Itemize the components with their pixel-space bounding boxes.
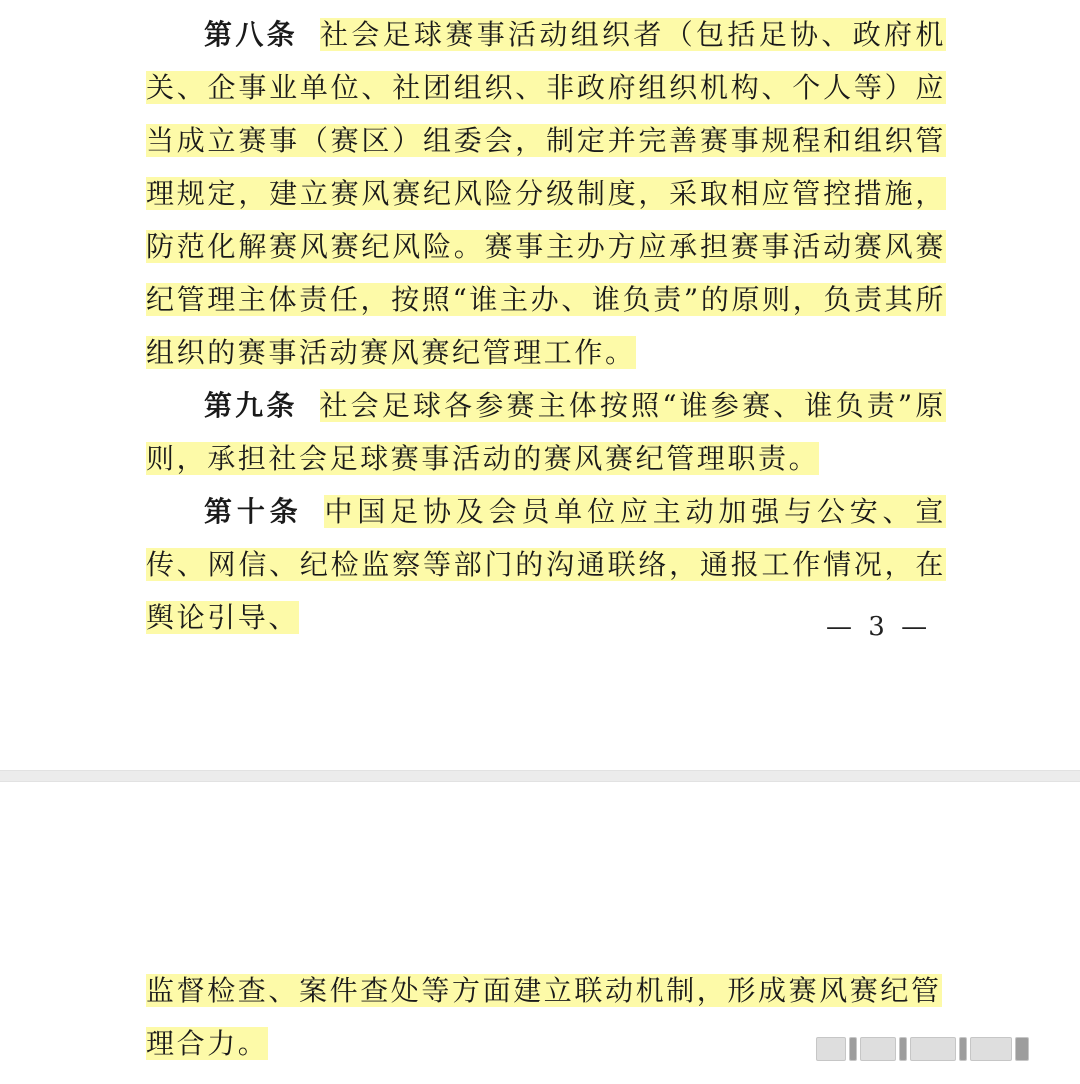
watermark-mark (899, 1037, 907, 1061)
article-10-number: 第十条 (204, 495, 303, 528)
watermark-logo (816, 1036, 1056, 1062)
watermark-mark (910, 1037, 956, 1061)
article-10-continuation-text: 监督检查、案件查处等方面建立联动机制，形成赛风赛纪管理合力。 (146, 974, 942, 1060)
article-9-number: 第九条 (204, 389, 298, 422)
watermark-mark (860, 1037, 896, 1061)
article-list (146, 8, 946, 644)
page-separator (0, 770, 1080, 782)
watermark-mark (816, 1037, 846, 1061)
article-8-text: 社会足球赛事活动组织者（包括足协、政府机关、企事业单位、社团组织、非政府组织机构、个人等）应当成立赛事（赛区）组委会，制定并完善赛事规程和组织管理规定，建立赛风赛纪风险分级制度，采取相应管控措施，防范化解赛风赛纪风险。赛事主办方应承担赛事活动赛风赛纪管理主体责任，按照“谁主办、谁负责”的原则，负责其所组织的赛事活动赛风赛纪管理工作。 (146, 18, 946, 369)
watermark-mark (849, 1037, 857, 1061)
watermark-mark (970, 1037, 1012, 1061)
article-8-number: 第八条 (204, 18, 299, 51)
watermark-mark (1015, 1037, 1029, 1061)
article-9-text: 社会足球各参赛主体按照“谁参赛、谁负责”原则，承担社会足球赛事活动的赛风赛纪管理职责。 (146, 389, 946, 475)
article-8 (146, 8, 946, 379)
watermark-mark (959, 1037, 967, 1061)
article-9 (146, 379, 946, 485)
article-10-text: 中国足协及会员单位应主动加强与公安、宣传、网信、纪检监察等部门的沟通联络，通报工作情况，在舆论引导、 (146, 495, 946, 634)
page-number: — 3 — (826, 612, 932, 642)
